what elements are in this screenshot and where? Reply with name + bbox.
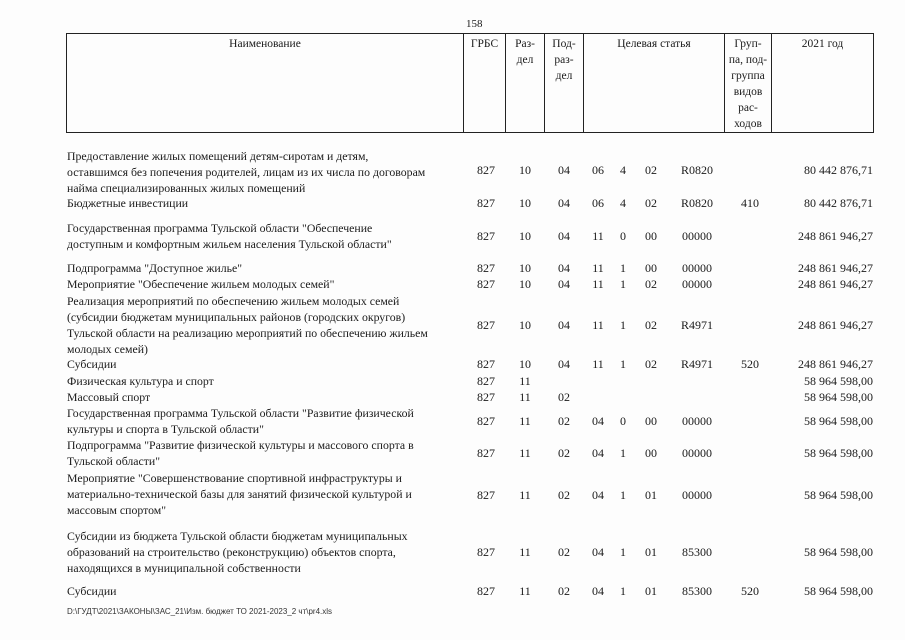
cell-target-program: 11: [592, 261, 604, 275]
cell-target-direction: 00000: [682, 229, 712, 243]
cell-name: [67, 470, 462, 518]
cell-razdel: 10: [519, 318, 531, 332]
cell-target-direction: 00000: [682, 261, 712, 275]
page-number: 158: [466, 18, 483, 30]
header-target: Целевая статья: [584, 34, 725, 133]
cell-target-program: 11: [592, 357, 604, 371]
cell-target-subprogram: 0: [620, 414, 626, 428]
cell-name-line: культуры и спорта в Тульской области": [67, 422, 264, 436]
cell-name-line: Государственная программа Тульской области "Обеспечение: [67, 221, 373, 235]
cell-target-program: 04: [592, 488, 604, 502]
cell-target-subprogram: 1: [620, 277, 626, 291]
cell-name-line: Государственная программа Тульской области "Развитие физической: [67, 406, 414, 420]
cell-name: [67, 260, 462, 276]
cell-name-line: молодых семей): [67, 342, 148, 356]
cell-target-direction: 85300: [682, 584, 712, 598]
cell-grbs: 827: [477, 261, 495, 275]
cell-grbs: 827: [477, 277, 495, 291]
header-group-line: рас-: [738, 102, 758, 114]
cell-name-line: Тульской области на реализацию мероприятий по обеспечению жильем: [67, 326, 428, 340]
cell-target-program: 11: [592, 318, 604, 332]
cell-razdel: 11: [519, 446, 531, 460]
cell-podrazdel: 04: [558, 196, 570, 210]
header-name: Наименование: [67, 34, 464, 133]
cell-amount-2021: 58 964 598,00: [804, 545, 873, 559]
cell-name: [67, 148, 462, 196]
cell-grbs: 827: [477, 163, 495, 177]
cell-razdel: 11: [519, 390, 531, 404]
cell-grbs: 827: [477, 545, 495, 559]
cell-amount-2021: 248 861 946,27: [798, 261, 873, 275]
cell-target-subprogram: 4: [620, 196, 626, 210]
cell-name-line: Реализация мероприятий по обеспечению жильем молодых семей: [67, 294, 400, 308]
cell-target-direction: 85300: [682, 545, 712, 559]
cell-podrazdel: 02: [558, 414, 570, 428]
cell-grbs: 827: [477, 488, 495, 502]
cell-target-direction: R0820: [680, 163, 713, 177]
cell-name: [67, 293, 462, 357]
cell-target-subprogram: 4: [620, 163, 626, 177]
cell-name: [67, 583, 462, 599]
cell-target-program: 04: [592, 545, 604, 559]
cell-name-line: образований на строительство (реконструкцию) объектов спорта,: [67, 545, 396, 559]
cell-name-line: массовым спортом": [67, 503, 167, 517]
cell-name-line: (субсидии бюджетам муниципальных районов (городских округов): [67, 310, 406, 324]
cell-name-line: Физическая культура и спорт: [67, 374, 214, 388]
cell-target-event: 02: [645, 318, 657, 332]
cell-amount-2021: 58 964 598,00: [804, 374, 873, 388]
cell-razdel: 10: [519, 261, 531, 275]
cell-target-subprogram: 1: [620, 545, 626, 559]
cell-name-line: Субсидии из бюджета Тульской области бюджетам муниципальных: [67, 529, 408, 543]
cell-target-program: 11: [592, 229, 604, 243]
cell-target-subprogram: 1: [620, 488, 626, 502]
cell-name-line: оставшимся без попечения родителей, лицам из их числа по договорам: [67, 165, 426, 179]
cell-grbs: 827: [477, 374, 495, 388]
header-group-line: ходов: [734, 118, 762, 130]
header-podrazdel-line: раз-: [554, 54, 574, 66]
cell-amount-2021: 248 861 946,27: [798, 277, 873, 291]
cell-podrazdel: 04: [558, 277, 570, 291]
cell-name-line: Подпрограмма "Доступное жилье": [67, 261, 243, 275]
cell-name-line: Предоставление жилых помещений детям-сиротам и детям,: [67, 149, 369, 163]
cell-target-event: 02: [645, 163, 657, 177]
cell-razdel: 11: [519, 414, 531, 428]
cell-target-program: 11: [592, 277, 604, 291]
cell-podrazdel: 04: [558, 357, 570, 371]
cell-amount-2021: 248 861 946,27: [798, 318, 873, 332]
header-group-line: па, под-: [728, 54, 768, 66]
cell-amount-2021: 248 861 946,27: [798, 357, 873, 371]
cell-razdel: 11: [519, 545, 531, 559]
cell-name-line: Массовый спорт: [67, 390, 151, 404]
cell-grbs: 827: [477, 196, 495, 210]
cell-target-program: 04: [592, 414, 604, 428]
file-path-footer: D:\ГУДТ\2021\ЗАКОНЫ\ЗАС_21\Изм. бюджет ТО 2021-2023_2 чт\pr4.xls: [67, 607, 333, 616]
cell-target-direction: 00000: [682, 446, 712, 460]
cell-target-event: 00: [645, 446, 657, 460]
cell-expense-group: 520: [741, 584, 759, 598]
cell-target-direction: 00000: [682, 414, 712, 428]
cell-razdel: 10: [519, 357, 531, 371]
cell-name-line: Подпрограмма "Развитие физической культуры и массового спорта в: [67, 438, 414, 452]
cell-target-direction: R4971: [680, 318, 713, 332]
cell-grbs: 827: [477, 414, 495, 428]
cell-target-subprogram: 1: [620, 357, 626, 371]
cell-podrazdel: 02: [558, 446, 570, 460]
cell-target-program: 06: [592, 196, 604, 210]
cell-name-line: материально-технической базы для занятий физической культурой и: [67, 487, 412, 501]
cell-name-line: найма специализированных жилых помещений: [67, 181, 306, 195]
header-podrazdel-line: Под-: [552, 38, 576, 50]
cell-target-event: 01: [645, 584, 657, 598]
cell-target-program: 04: [592, 584, 604, 598]
cell-razdel: 10: [519, 196, 531, 210]
cell-grbs: 827: [477, 318, 495, 332]
header-razdel-line: дел: [516, 54, 534, 66]
cell-grbs: 827: [477, 446, 495, 460]
cell-amount-2021: 248 861 946,27: [798, 229, 873, 243]
cell-target-event: 02: [645, 196, 657, 210]
header-group-line: видов: [733, 86, 763, 98]
header-group-line: Груп-: [734, 38, 762, 50]
header-grbs: ГРБС: [464, 34, 506, 133]
cell-name: [67, 356, 462, 372]
cell-razdel: 10: [519, 229, 531, 243]
cell-grbs: 827: [477, 357, 495, 371]
cell-name: [67, 195, 462, 211]
cell-razdel: 11: [519, 584, 531, 598]
cell-amount-2021: 58 964 598,00: [804, 414, 873, 428]
cell-target-direction: 00000: [682, 277, 712, 291]
cell-amount-2021: 58 964 598,00: [804, 584, 873, 598]
cell-target-program: 04: [592, 446, 604, 460]
cell-name: [67, 220, 462, 252]
cell-grbs: 827: [477, 584, 495, 598]
header-year: 2021 год: [772, 34, 874, 133]
cell-name-line: Бюджетные инвестиции: [67, 196, 189, 210]
cell-name-line: Мероприятие "Обеспечение жильем молодых семей": [67, 277, 335, 291]
cell-podrazdel: 04: [558, 261, 570, 275]
cell-razdel: 11: [519, 488, 531, 502]
cell-name: [67, 528, 462, 576]
cell-target-subprogram: 0: [620, 229, 626, 243]
cell-amount-2021: 80 442 876,71: [804, 163, 873, 177]
cell-name: [67, 276, 462, 292]
header-group-line: группа: [731, 70, 765, 82]
cell-target-subprogram: 1: [620, 261, 626, 275]
cell-razdel: 11: [519, 374, 531, 388]
cell-podrazdel: 02: [558, 390, 570, 404]
cell-target-direction: R0820: [680, 196, 713, 210]
cell-name-line: Субсидии: [67, 357, 117, 371]
cell-grbs: 827: [477, 390, 495, 404]
cell-name: [67, 437, 462, 469]
cell-expense-group: 410: [741, 196, 759, 210]
cell-podrazdel: 02: [558, 584, 570, 598]
cell-grbs: 827: [477, 229, 495, 243]
cell-expense-group: 520: [741, 357, 759, 371]
cell-amount-2021: 58 964 598,00: [804, 488, 873, 502]
cell-target-event: 01: [645, 545, 657, 559]
cell-amount-2021: 58 964 598,00: [804, 390, 873, 404]
cell-razdel: 10: [519, 163, 531, 177]
cell-podrazdel: 02: [558, 488, 570, 502]
cell-target-event: 01: [645, 488, 657, 502]
cell-razdel: 10: [519, 277, 531, 291]
cell-podrazdel: 04: [558, 229, 570, 243]
cell-name: [67, 389, 462, 405]
cell-podrazdel: 04: [558, 318, 570, 332]
cell-name-line: Субсидии: [67, 584, 117, 598]
cell-target-subprogram: 1: [620, 584, 626, 598]
cell-target-direction: 00000: [682, 488, 712, 502]
cell-target-event: 00: [645, 414, 657, 428]
cell-podrazdel: 04: [558, 163, 570, 177]
cell-name-line: находящихся в муниципальной собственности: [67, 561, 301, 575]
cell-name: [67, 373, 462, 389]
header-razdel-line: Раз-: [515, 38, 535, 50]
cell-target-event: 02: [645, 277, 657, 291]
cell-amount-2021: 80 442 876,71: [804, 196, 873, 210]
cell-target-event: 00: [645, 261, 657, 275]
cell-target-direction: R4971: [680, 357, 713, 371]
cell-name: [67, 405, 462, 437]
cell-name-line: Тульской области": [67, 454, 161, 468]
cell-name-line: Мероприятие "Совершенствование спортивной инфраструктуры и: [67, 471, 402, 485]
cell-amount-2021: 58 964 598,00: [804, 446, 873, 460]
cell-target-subprogram: 1: [620, 318, 626, 332]
cell-target-program: 06: [592, 163, 604, 177]
cell-podrazdel: 02: [558, 545, 570, 559]
cell-target-event: 00: [645, 229, 657, 243]
cell-name-line: доступным и комфортным жильем населения Тульской области": [67, 237, 392, 251]
header-podrazdel-line: дел: [555, 70, 573, 82]
cell-target-subprogram: 1: [620, 446, 626, 460]
cell-target-event: 02: [645, 357, 657, 371]
